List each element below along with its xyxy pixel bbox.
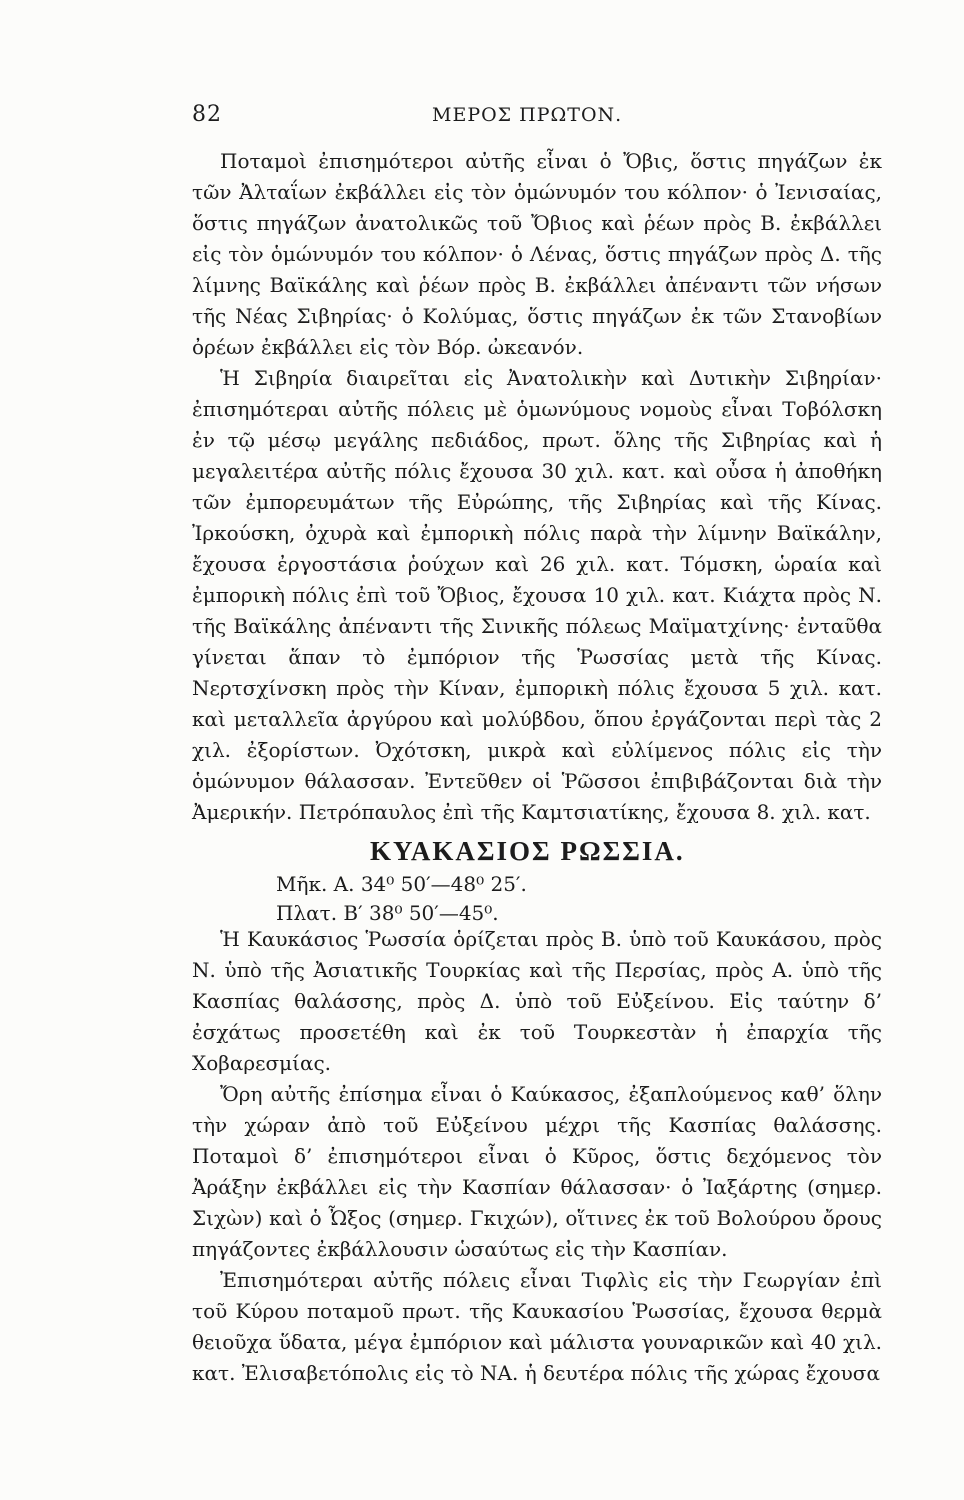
longitude-line: Μῆκ. Α. 34⁰ 50′—48⁰ 25′.	[276, 872, 527, 896]
running-head: ΜΕΡΟΣ ΠΡΩΤΟΝ.	[432, 104, 623, 126]
divisions-paragraph: Ἡ Σιβηρία διαιρεῖται εἰς Ἀνατολικὴν καὶ Δυτικὴν Σιβηρίαν· ἐπισημότεραι αὐτῆς πόλεις μὲ ὁμωνύμους νομοὺς εἶναι Τοβόλσκη ἐν τῷ μέσῳ μεγάλης πεδιάδος, πρωτ. ὅλης τῆς Σιβηρίας καὶ ἡ μεγαλειτέρα αὐτῆς πόλις ἔχουσα 30 χιλ. κατ. καὶ οὖσα ἡ ἀποθήκη τῶν ἐμπορευμάτων τῆς Εὐρώπης, τῆς Σιβηρίας καὶ τῆς Κίνας. Ἰρκούσκη, ὀχυρὰ καὶ ἐμπορικὴ πόλις παρὰ τὴν λίμνην Βαϊκάλην, ἔχουσα ἐργοστάσια ῥούχων καὶ 26 χιλ. κατ. Τόμσκη, ὡραία καὶ ἐμπορικὴ πόλις ἐπὶ τοῦ Ὄβιος, ἔχουσα 10 χιλ. κατ. Κιάχτα πρὸς Ν. τῆς Βαϊκάλης ἀπέναντι τῆς Σινικῆς πόλεως Μαϊματχίνης· ἐνταῦθα γίνεται ἅπαν τὸ ἐμπόριον τῆς Ῥωσσίας μετὰ τῆς Κίνας. Νερτσχίνσκη πρὸς τὴν Κίναν, ἐμπορικὴ πόλις ἔχουσα 5 χιλ. κατ. καὶ μεταλλεῖα ἀργύρου καὶ μολύβδου, ὅπου ἐργάζονται περὶ τὰς 2 χιλ. ἐξορίστων. Ὀχότσκη, μικρὰ καὶ εὐλίμενος πόλις εἰς τὴν ὁμώνυμον θάλασσαν. Ἐντεῦθεν οἱ Ῥῶσσοι ἐπιβιβάζονται διὰ τὴν Ἀμερικήν. Πετρόπαυλος ἐπὶ τῆς Καμτσιατίκης, ἔχουσα 8. χιλ. κατ.	[192, 366, 882, 824]
page-number: 82	[192, 102, 222, 127]
latitude-line: Πλατ. Β′ 38⁰ 50′—45⁰.	[276, 901, 499, 925]
section-title: ΚΥΑΚΑΣΙΟΣ ΡΩΣΣΙΑ.	[370, 836, 685, 866]
page-header	[192, 102, 882, 134]
caucasus-section-text	[192, 924, 882, 1389]
borders-paragraph: Ἡ Καυκάσιος Ῥωσσία ὁρίζεται πρὸς Β. ὑπὸ τοῦ Καυκάσου, πρὸς Ν. ὑπὸ τῆς Ἀσιατικῆς Τουρκίας καὶ τῆς Περσίας, πρὸς Α. ὑπὸ τῆς Κασπίας θαλάσσης, πρὸς Δ. ὑπὸ τοῦ Εὐξείνου. Εἰς ταύτην δ’ ἐσχάτως προσετέθη καὶ ἐκ τοῦ Τουρκεστὰν ἡ ἐπαρχία τῆς Χοβαρεσμίας.	[192, 927, 882, 1075]
mountains-rivers-paragraph: Ὄρη αὐτῆς ἐπίσημα εἶναι ὁ Καύκασος, ἐξαπλούμενος καθ’ ὅλην τὴν χώραν ἀπὸ τοῦ Εὐξείνου μέχρι τῆς Κασπίας θαλάσσης. Ποταμοὶ δ’ ἐπισημότεροι εἶναι ὁ Κῦρος, ὅστις δεχόμενος τὸν Ἀράξην ἐκβάλλει εἰς τὴν Κασπίαν θάλασσαν· ὁ Ἰαξάρτης (σημερ. Σιχὼν) καὶ ὁ Ὦξος (σημερ. Γκιχών), οἵτινες ἐκ τοῦ Βολούρου ὄρους πηγάζοντες ἐκβάλλουσιν ὡσαύτως εἰς τὴν Κασπίαν.	[192, 1082, 882, 1261]
siberia-section-text	[192, 146, 882, 828]
cities-paragraph: Ἐπισημότεραι αὐτῆς πόλεις εἶναι Τιφλὶς εἰς τὴν Γεωργίαν ἐπὶ τοῦ Κύρου ποταμοῦ πρωτ. τῆς Καυκασίου Ῥωσσίας, ἔχουσα θερμὰ θειοῦχα ὕδατα, μέγα ἐμπόριον καὶ μάλιστα γουναρικῶν καὶ 40 χιλ. κατ. Ἐλισαβετόπολις εἰς τὸ ΝΑ. ἡ δευτέρα πόλις τῆς χώρας ἔχουσα	[192, 1268, 882, 1385]
rivers-paragraph: Ποταμοὶ ἐπισημότεροι αὐτῆς εἶναι ὁ Ὄβις, ὅστις πηγάζων ἐκ τῶν Ἀλταΐων ἐκβάλλει εἰς τὸν ὁμώνυμόν του κόλπον· ὁ Ἰενισαίας, ὅστις πηγάζων ἀνατολικῶς τοῦ Ὄβιος καὶ ῥέων πρὸς Β. ἐκβάλλει εἰς τὸν ὁμώνυμόν του κόλπον· ὁ Λένας, ὅστις πηγάζων πρὸς Δ. τῆς λίμνης Βαϊκάλης καὶ ῥέων πρὸς Β. ἐκβάλλει ἀπέναντι τῶν νήσων τῆς Νέας Σιβηρίας· ὁ Κολύμας, ὅστις πηγάζων ἐκ τῶν Στανοβίων ὀρέων ἐκβάλλει εἰς τὸν Βόρ. ὠκεανόν.	[192, 149, 882, 359]
